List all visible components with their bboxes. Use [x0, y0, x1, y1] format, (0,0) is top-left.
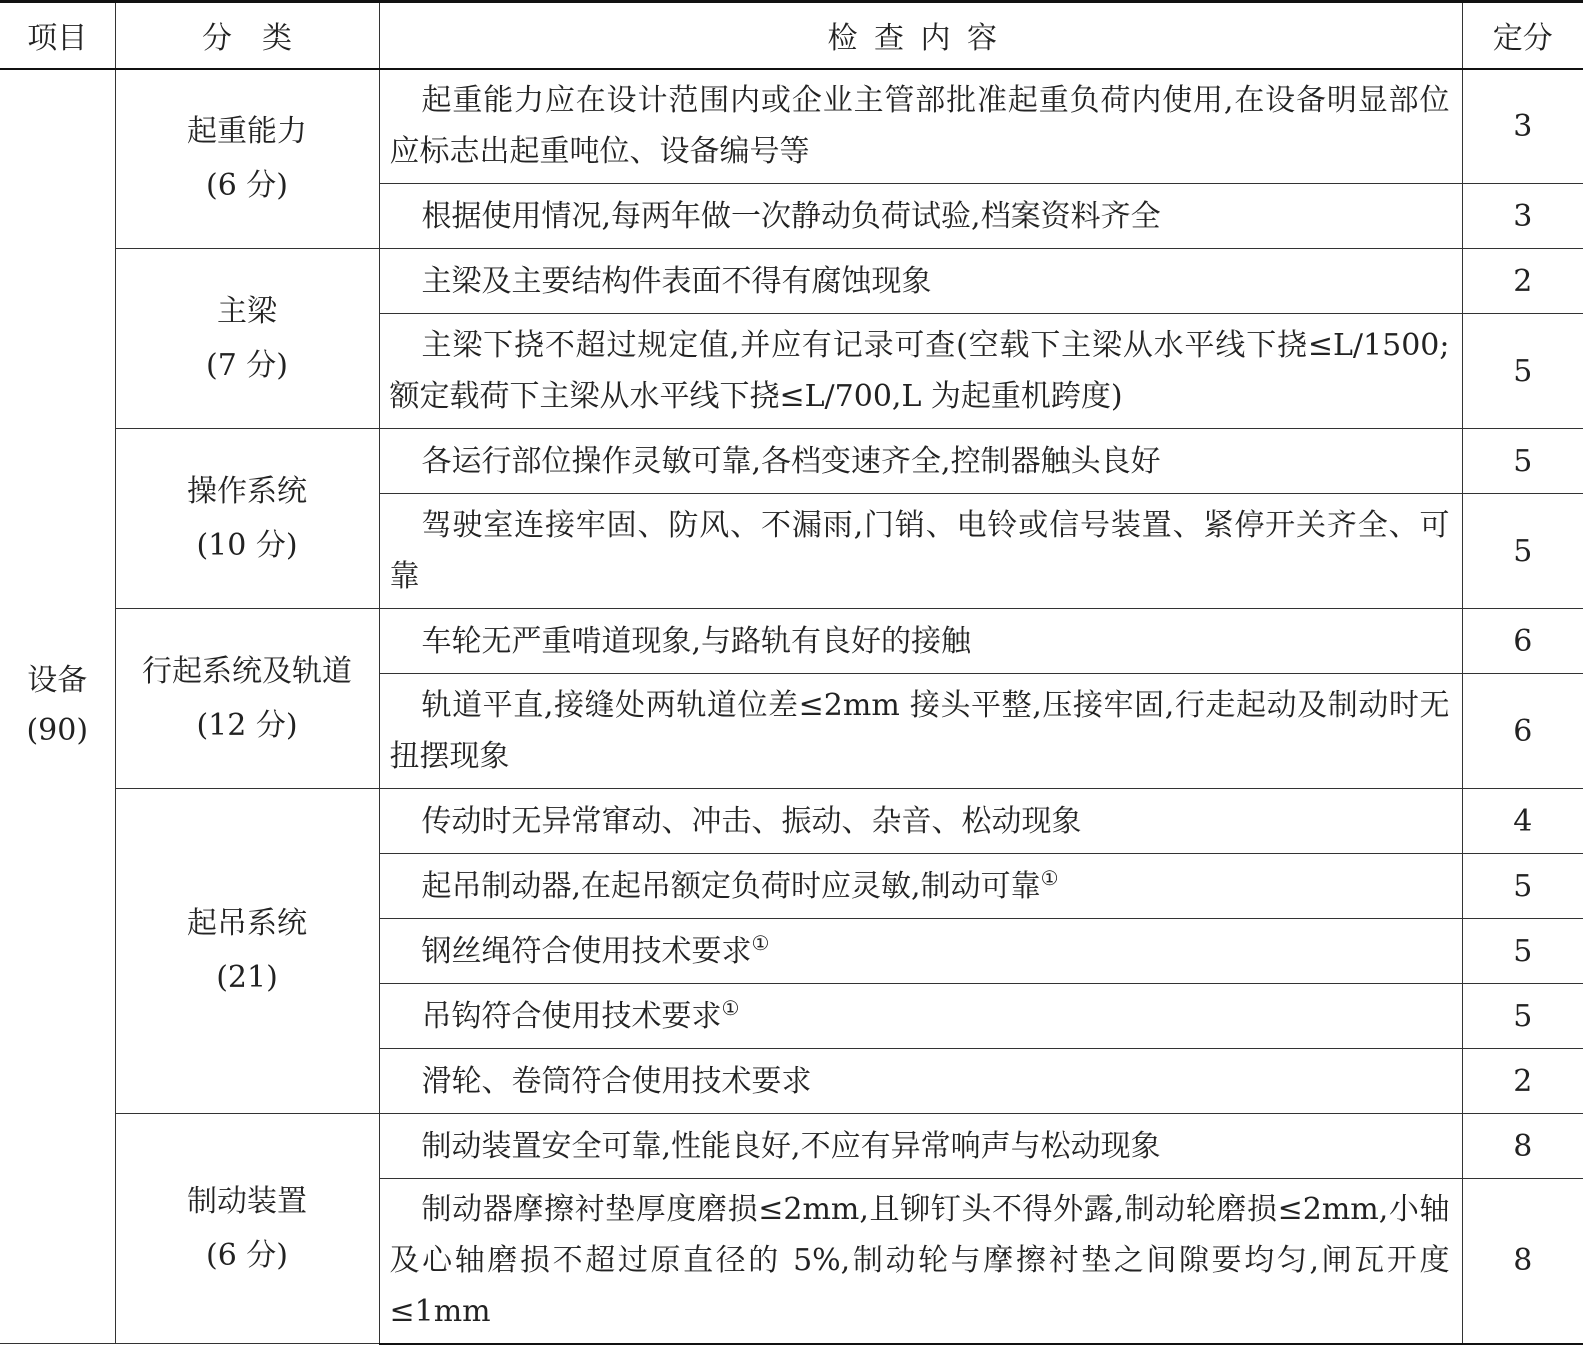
content-cell: 各运行部位操作灵敏可靠,各档变速齐全,控制器触头良好 [379, 429, 1462, 494]
score-cell: 3 [1462, 184, 1583, 249]
category-cell-lifting-capacity [115, 69, 379, 249]
content-cell: 轨道平直,接缝处两轨道位差≤2mm 接头平整,压接牢固,行走起动及制动时无扭摆现象 [379, 674, 1462, 789]
score-cell: 5 [1462, 494, 1583, 609]
score-cell: 5 [1462, 314, 1583, 429]
category-cell-operating-system [115, 429, 379, 609]
footnote-mark: ① [751, 930, 770, 955]
table-row [0, 429, 1583, 494]
content-cell: 滑轮、卷筒符合使用技术要求 [379, 1049, 1462, 1114]
footnote-mark: ① [721, 995, 740, 1020]
content-cell: 起重能力应在设计范围内或企业主管部批准起重负荷内使用,在设备明显部位应标志出起重吨位、设备编号等 [379, 69, 1462, 184]
content-cell: 传动时无异常窜动、冲击、振动、杂音、松动现象 [379, 789, 1462, 854]
content-cell [379, 919, 1462, 984]
project-points: (90) [26, 713, 89, 749]
category-cell-braking-device [115, 1114, 379, 1344]
category-points: (10 分) [196, 527, 298, 563]
content-cell: 驾驶室连接牢固、防风、不漏雨,门销、电铃或信号装置、紧停开关齐全、可靠 [379, 494, 1462, 609]
score-cell: 4 [1462, 789, 1583, 854]
category-points: (6 分) [205, 167, 289, 203]
header-project: 项目 [0, 2, 115, 69]
content-cell: 车轮无严重啃道现象,与路轨有良好的接触 [379, 609, 1462, 674]
category-name: 操作系统 [187, 473, 307, 509]
score-cell: 2 [1462, 249, 1583, 314]
category-name: 起重能力 [187, 113, 307, 149]
project-cell [0, 69, 115, 1344]
score-cell: 5 [1462, 984, 1583, 1049]
score-cell: 3 [1462, 69, 1583, 184]
score-cell: 8 [1462, 1114, 1583, 1179]
table-body [0, 69, 1583, 1344]
category-cell-main-beam [115, 249, 379, 429]
score-cell: 2 [1462, 1049, 1583, 1114]
table-row [0, 69, 1583, 184]
category-name: 制动装置 [187, 1183, 307, 1219]
project-name: 设备 [27, 663, 88, 699]
category-points: (12 分) [196, 707, 298, 743]
content-text: 起吊制动器,在起吊额定负荷时应灵敏,制动可靠 [421, 868, 1041, 904]
content-cell: 根据使用情况,每两年做一次静动负荷试验,档案资料齐全 [379, 184, 1462, 249]
category-points: (7 分) [205, 347, 289, 383]
score-cell: 5 [1462, 429, 1583, 494]
table-header [0, 2, 1583, 69]
category-name: 主梁 [217, 293, 277, 329]
content-cell: 主梁下挠不超过规定值,并应有记录可查(空载下主梁从水平线下挠≤L/1500;额定载荷下主梁从水平线下挠≤L/700,L 为起重机跨度) [379, 314, 1462, 429]
table-row [0, 249, 1583, 314]
header-category: 分 类 [115, 2, 379, 69]
score-cell: 8 [1462, 1179, 1583, 1344]
table-row [0, 609, 1583, 674]
header-score: 定分 [1462, 2, 1583, 69]
score-cell: 6 [1462, 674, 1583, 789]
content-cell: 制动装置安全可靠,性能良好,不应有异常响声与松动现象 [379, 1114, 1462, 1179]
category-name: 行起系统及轨道 [142, 653, 352, 689]
content-cell: 主梁及主要结构件表面不得有腐蚀现象 [379, 249, 1462, 314]
content-cell [379, 854, 1462, 919]
category-points: (21) [216, 960, 278, 995]
table-row [0, 1114, 1583, 1179]
content-cell [379, 984, 1462, 1049]
content-text: 吊钩符合使用技术要求 [421, 998, 722, 1034]
score-cell: 5 [1462, 854, 1583, 919]
category-cell-travel-system [115, 609, 379, 789]
category-cell-hoisting-system [115, 789, 379, 1114]
footnote-mark: ① [1040, 865, 1059, 890]
content-text: 钢丝绳符合使用技术要求 [421, 933, 752, 969]
header-row [0, 2, 1583, 69]
score-cell: 6 [1462, 609, 1583, 674]
category-points: (6 分) [205, 1237, 289, 1273]
header-content: 检查内容 [379, 2, 1462, 69]
category-name: 起吊系统 [187, 906, 307, 941]
table-row [0, 789, 1583, 854]
content-cell: 制动器摩擦衬垫厚度磨损≤2mm,且铆钉头不得外露,制动轮磨损≤2mm,小轴及心轴磨损不超过原直径的 5%,制动轮与摩擦衬垫之间隙要均匀,闸瓦开度≤1mm [379, 1179, 1462, 1344]
score-cell: 5 [1462, 919, 1583, 984]
